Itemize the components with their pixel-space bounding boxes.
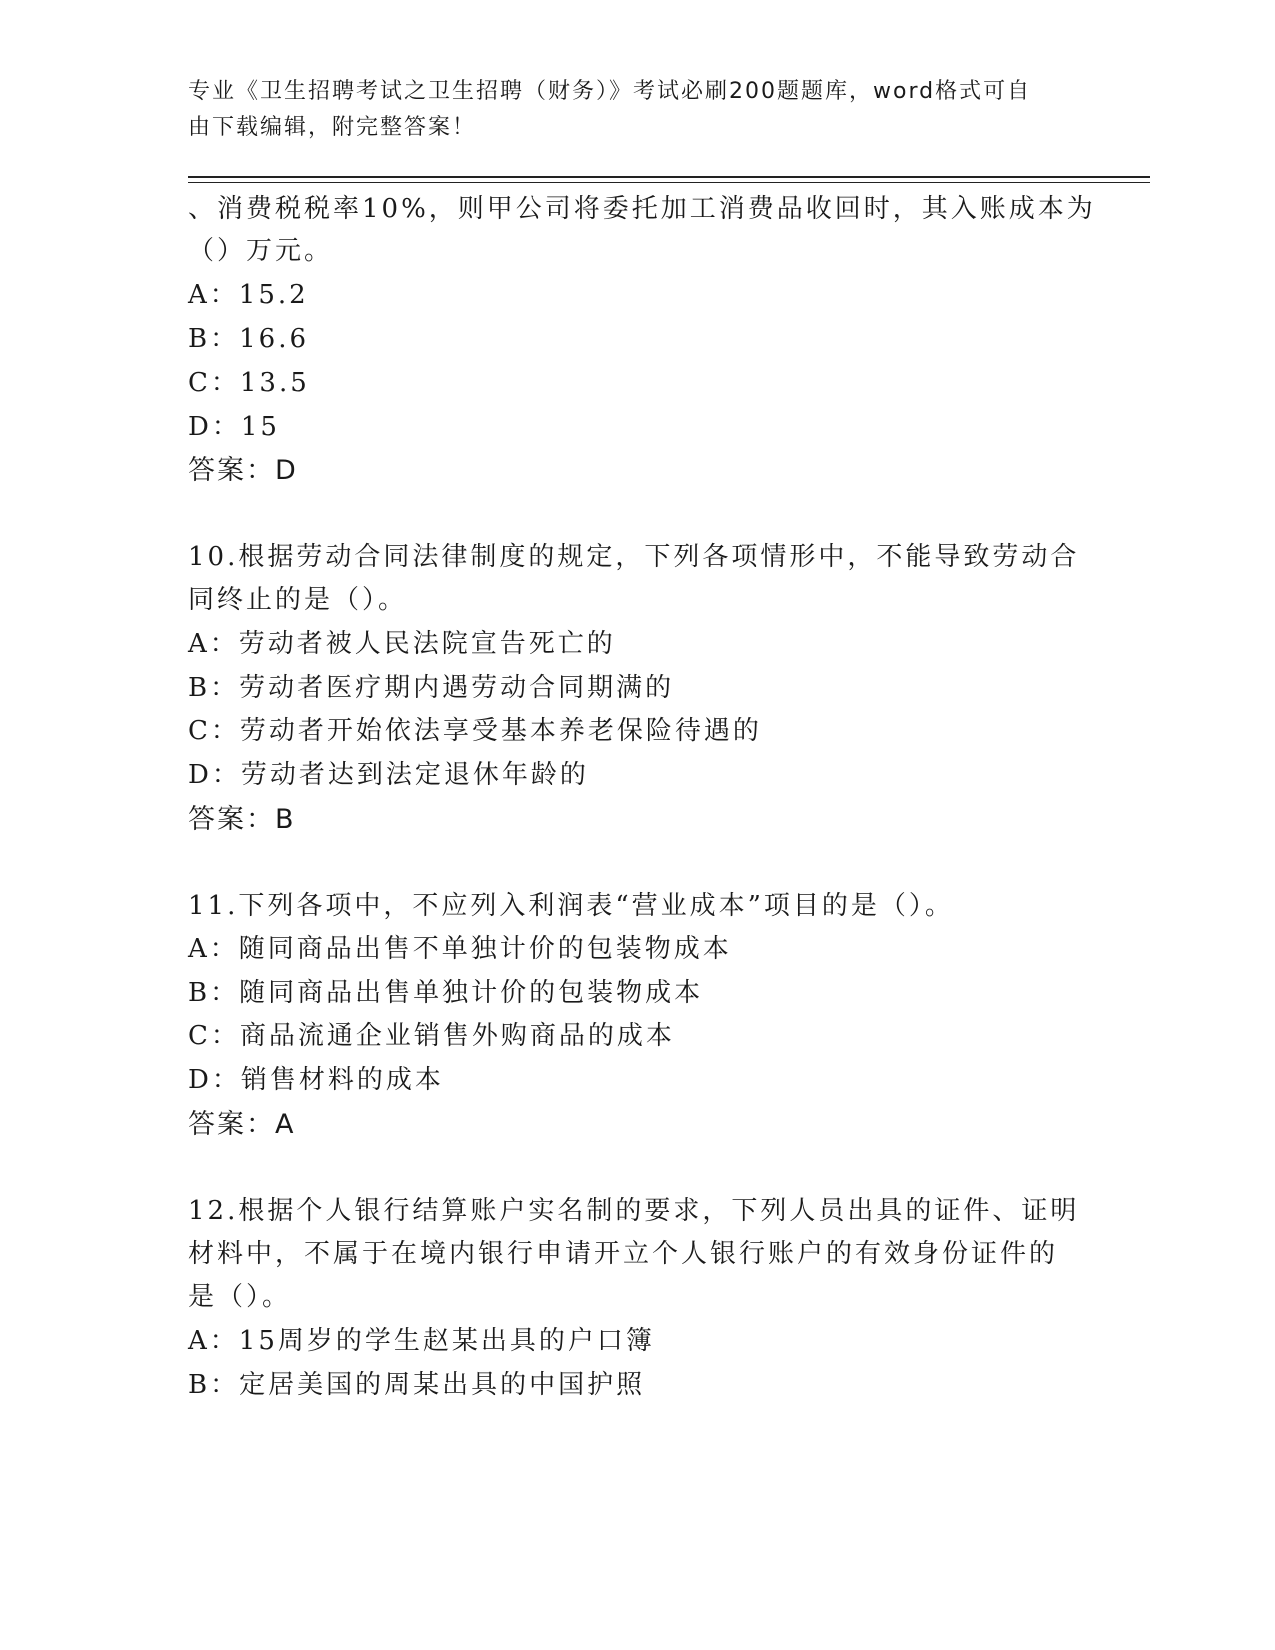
answer: 答案：D (188, 455, 298, 486)
option-d: D：劳动者达到法定退休年龄的 (188, 760, 589, 790)
option-a: A：15.2 (188, 280, 309, 310)
header-line-2: 由下载编辑，附完整答案！ (188, 115, 477, 140)
option-b: B：劳动者医疗期内遇劳动合同期满的 (188, 673, 675, 703)
question-stem: 同终止的是（）。 (188, 585, 408, 615)
header-line-1: 专业《卫生招聘考试之卫生招聘（财务）》考试必刷200题题库，word格式可自 (188, 79, 1032, 104)
option-b: B：定居美国的周某出具的中国护照 (188, 1370, 646, 1400)
option-d: D：销售材料的成本 (188, 1065, 444, 1095)
question-stem: 12.根据个人银行结算账户实名制的要求，下列人员出具的证件、证明 (188, 1196, 1080, 1226)
option-c: C：13.5 (188, 368, 310, 398)
answer: 答案：B (188, 804, 296, 835)
question-stem: 材料中，不属于在境内银行申请开立个人银行账户的有效身份证件的 (188, 1239, 1059, 1269)
option-a: A：15周岁的学生赵某出具的户口簿 (188, 1326, 655, 1356)
question-stem: （）万元。 (188, 236, 334, 266)
question-stem: 10.根据劳动合同法律制度的规定，下列各项情形中，不能导致劳动合 (188, 542, 1080, 572)
option-b: B：随同商品出售单独计价的包装物成本 (188, 978, 704, 1008)
option-c: C：劳动者开始依法享受基本养老保险待遇的 (188, 716, 762, 746)
option-c: C：商品流通企业销售外购商品的成本 (188, 1021, 675, 1051)
question-stem: 、消费税税率10%，则甲公司将委托加工消费品收回时，其入账成本为 (188, 194, 1096, 224)
header-divider-thick (188, 176, 1150, 178)
option-d: D：15 (188, 412, 280, 442)
question-stem: 是（）。 (188, 1282, 292, 1312)
question-stem: 11.下列各项中，不应列入利润表“营业成本”项目的是（）。 (188, 891, 954, 921)
header-text (188, 74, 1088, 146)
answer: 答案：A (188, 1109, 296, 1140)
option-a: A：随同商品出售不单独计价的包装物成本 (188, 934, 732, 964)
header-divider-thin (188, 182, 1150, 183)
option-a: A：劳动者被人民法院宣告死亡的 (188, 629, 616, 659)
option-b: B：16.6 (188, 324, 309, 354)
